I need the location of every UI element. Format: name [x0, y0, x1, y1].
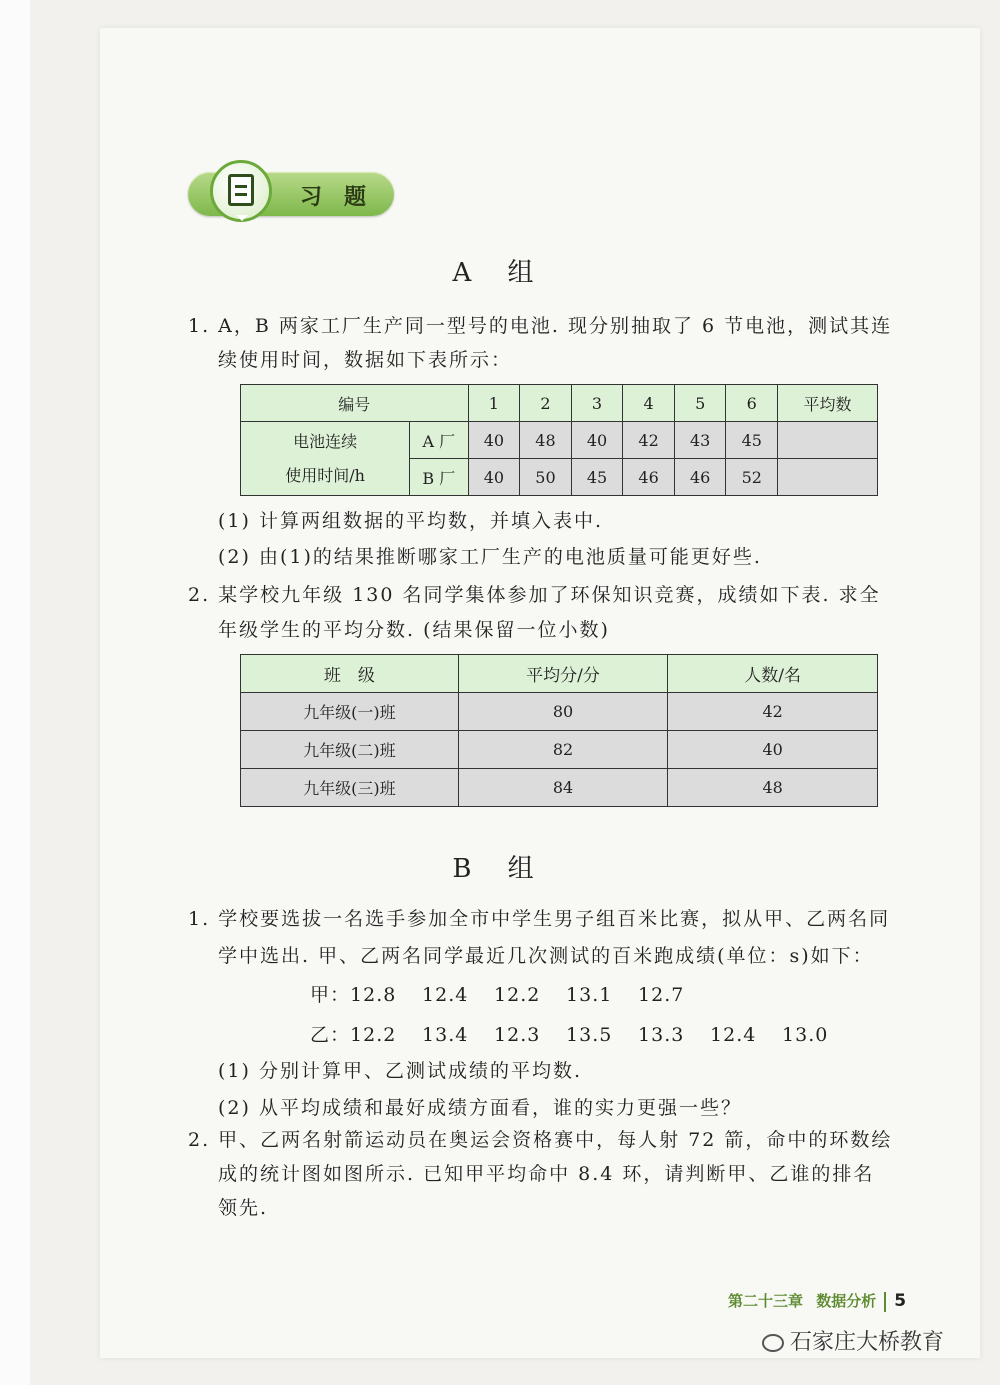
- footer-divider: [884, 1292, 886, 1312]
- page-footer: [728, 1290, 906, 1312]
- col-header: 4: [623, 385, 675, 422]
- jia-scores: [310, 980, 710, 1007]
- col-header: 2: [520, 385, 572, 422]
- page-number: 5: [894, 1291, 907, 1311]
- yi-label: 乙：: [310, 1024, 351, 1046]
- table-cell: 84: [458, 769, 668, 807]
- table-cell: 48: [520, 422, 572, 459]
- a-q1-line1: 1. A，B 两家工厂生产同一型号的电池. 现分别抽取了 6 节电池，测试其连: [188, 315, 893, 337]
- score-value: 13.0: [782, 1024, 829, 1046]
- b-q1-line1: 1. 学校要选拔一名选手参加全市中学生男子组百米比赛，拟从甲、乙两名同: [188, 908, 891, 930]
- a-q1-sub2: (2) 由(1)的结果推断哪家工厂生产的电池质量可能更好些.: [218, 546, 762, 568]
- table-cell: 80: [458, 693, 668, 731]
- score-value: 12.3: [494, 1024, 541, 1046]
- table-cell: 50: [520, 459, 572, 496]
- score-value: 12.4: [710, 1024, 757, 1046]
- table-cell: 46: [674, 459, 726, 496]
- a-q2-line2: 年级学生的平均分数. (结果保留一位小数): [218, 619, 610, 641]
- score-header: 人数/名: [668, 655, 878, 693]
- avg-header: 平均数: [778, 385, 878, 422]
- battery-table: [240, 384, 878, 496]
- a-q2-line1: 2. 某学校九年级 130 名同学集体参加了环保知识竞赛，成绩如下表. 求全: [188, 584, 881, 606]
- table-cell: 45: [726, 422, 778, 459]
- score-value: 12.7: [638, 984, 685, 1006]
- table-cell: 48: [668, 769, 878, 807]
- col-header: 6: [726, 385, 778, 422]
- avg-cell-b: [778, 459, 878, 496]
- table-cell: 82: [458, 731, 668, 769]
- b-q2-line1: 2. 甲、乙两名射箭运动员在奥运会资格赛中，每人射 72 箭，命中的环数绘: [188, 1129, 893, 1151]
- col-header: 3: [571, 385, 623, 422]
- watermark-text: 石家庄大桥教育: [790, 1330, 945, 1355]
- avg-cell-a: [778, 422, 878, 459]
- row-label: [241, 422, 410, 496]
- table-header-label: 编号: [241, 385, 469, 422]
- b-q1-sub2: (2) 从平均成绩和最好成绩方面看，谁的实力更强一些？: [218, 1097, 742, 1119]
- table-cell: 40: [468, 422, 520, 459]
- table-cell: 52: [726, 459, 778, 496]
- table-cell: 42: [623, 422, 675, 459]
- b-q1-line2: 学中选出. 甲、乙两名同学最近几次测试的百米跑成绩(单位：s)如下：: [218, 945, 874, 967]
- arrow-down-icon: [236, 215, 248, 221]
- table-cell: 九年级(一)班: [241, 693, 459, 731]
- group-a-title: A 组: [452, 258, 548, 288]
- b-q1-sub1: (1) 分别计算甲、乙测试成绩的平均数.: [218, 1060, 582, 1082]
- score-value: 12.8: [350, 984, 397, 1006]
- scan-edge: [0, 0, 30, 1385]
- table-cell: 45: [571, 459, 623, 496]
- a-q1-line2: 续使用时间，数据如下表所示：: [218, 349, 513, 371]
- factory-b: B 厂: [410, 459, 468, 496]
- section-label: 数据分析: [816, 1292, 877, 1310]
- score-value: 13.5: [566, 1024, 613, 1046]
- row-label-line1: 电池连续: [293, 431, 358, 451]
- score-table: [240, 654, 878, 807]
- score-header: 平均分/分: [458, 655, 668, 693]
- table-cell: 九年级(三)班: [241, 769, 459, 807]
- score-value: 12.4: [422, 984, 469, 1006]
- table-cell: 42: [668, 693, 878, 731]
- score-value: 13.3: [638, 1024, 685, 1046]
- group-b-title: B 组: [452, 854, 548, 884]
- score-value: 12.2: [494, 984, 541, 1006]
- wechat-icon: [762, 1334, 784, 1352]
- table-cell: 九年级(二)班: [241, 731, 459, 769]
- jia-label: 甲：: [310, 984, 351, 1006]
- factory-a: A 厂: [410, 422, 468, 459]
- score-value: 12.2: [350, 1024, 397, 1046]
- table-cell: 46: [623, 459, 675, 496]
- score-header: 班 级: [241, 655, 459, 693]
- watermark: [762, 1325, 944, 1356]
- score-value: 13.1: [566, 984, 613, 1006]
- table-cell: 40: [571, 422, 623, 459]
- chapter-label: 第二十三章: [728, 1292, 804, 1310]
- table-cell: 43: [674, 422, 726, 459]
- table-cell: 40: [468, 459, 520, 496]
- col-header: 5: [674, 385, 726, 422]
- row-label-line2: 使用时间/h: [285, 465, 365, 485]
- table-cell: 40: [668, 731, 878, 769]
- b-q2-line2: 成的统计图如图所示. 已知甲平均命中 8.4 环，请判断甲、乙谁的排名: [218, 1163, 875, 1185]
- a-q1-sub1: (1) 计算两组数据的平均数，并填入表中.: [218, 510, 603, 532]
- banner-title: 习题: [300, 185, 389, 210]
- notebook-icon: [228, 174, 254, 206]
- yi-scores: [310, 1020, 854, 1047]
- score-value: 13.4: [422, 1024, 469, 1046]
- col-header: 1: [468, 385, 520, 422]
- b-q2-line3: 领先.: [218, 1197, 269, 1219]
